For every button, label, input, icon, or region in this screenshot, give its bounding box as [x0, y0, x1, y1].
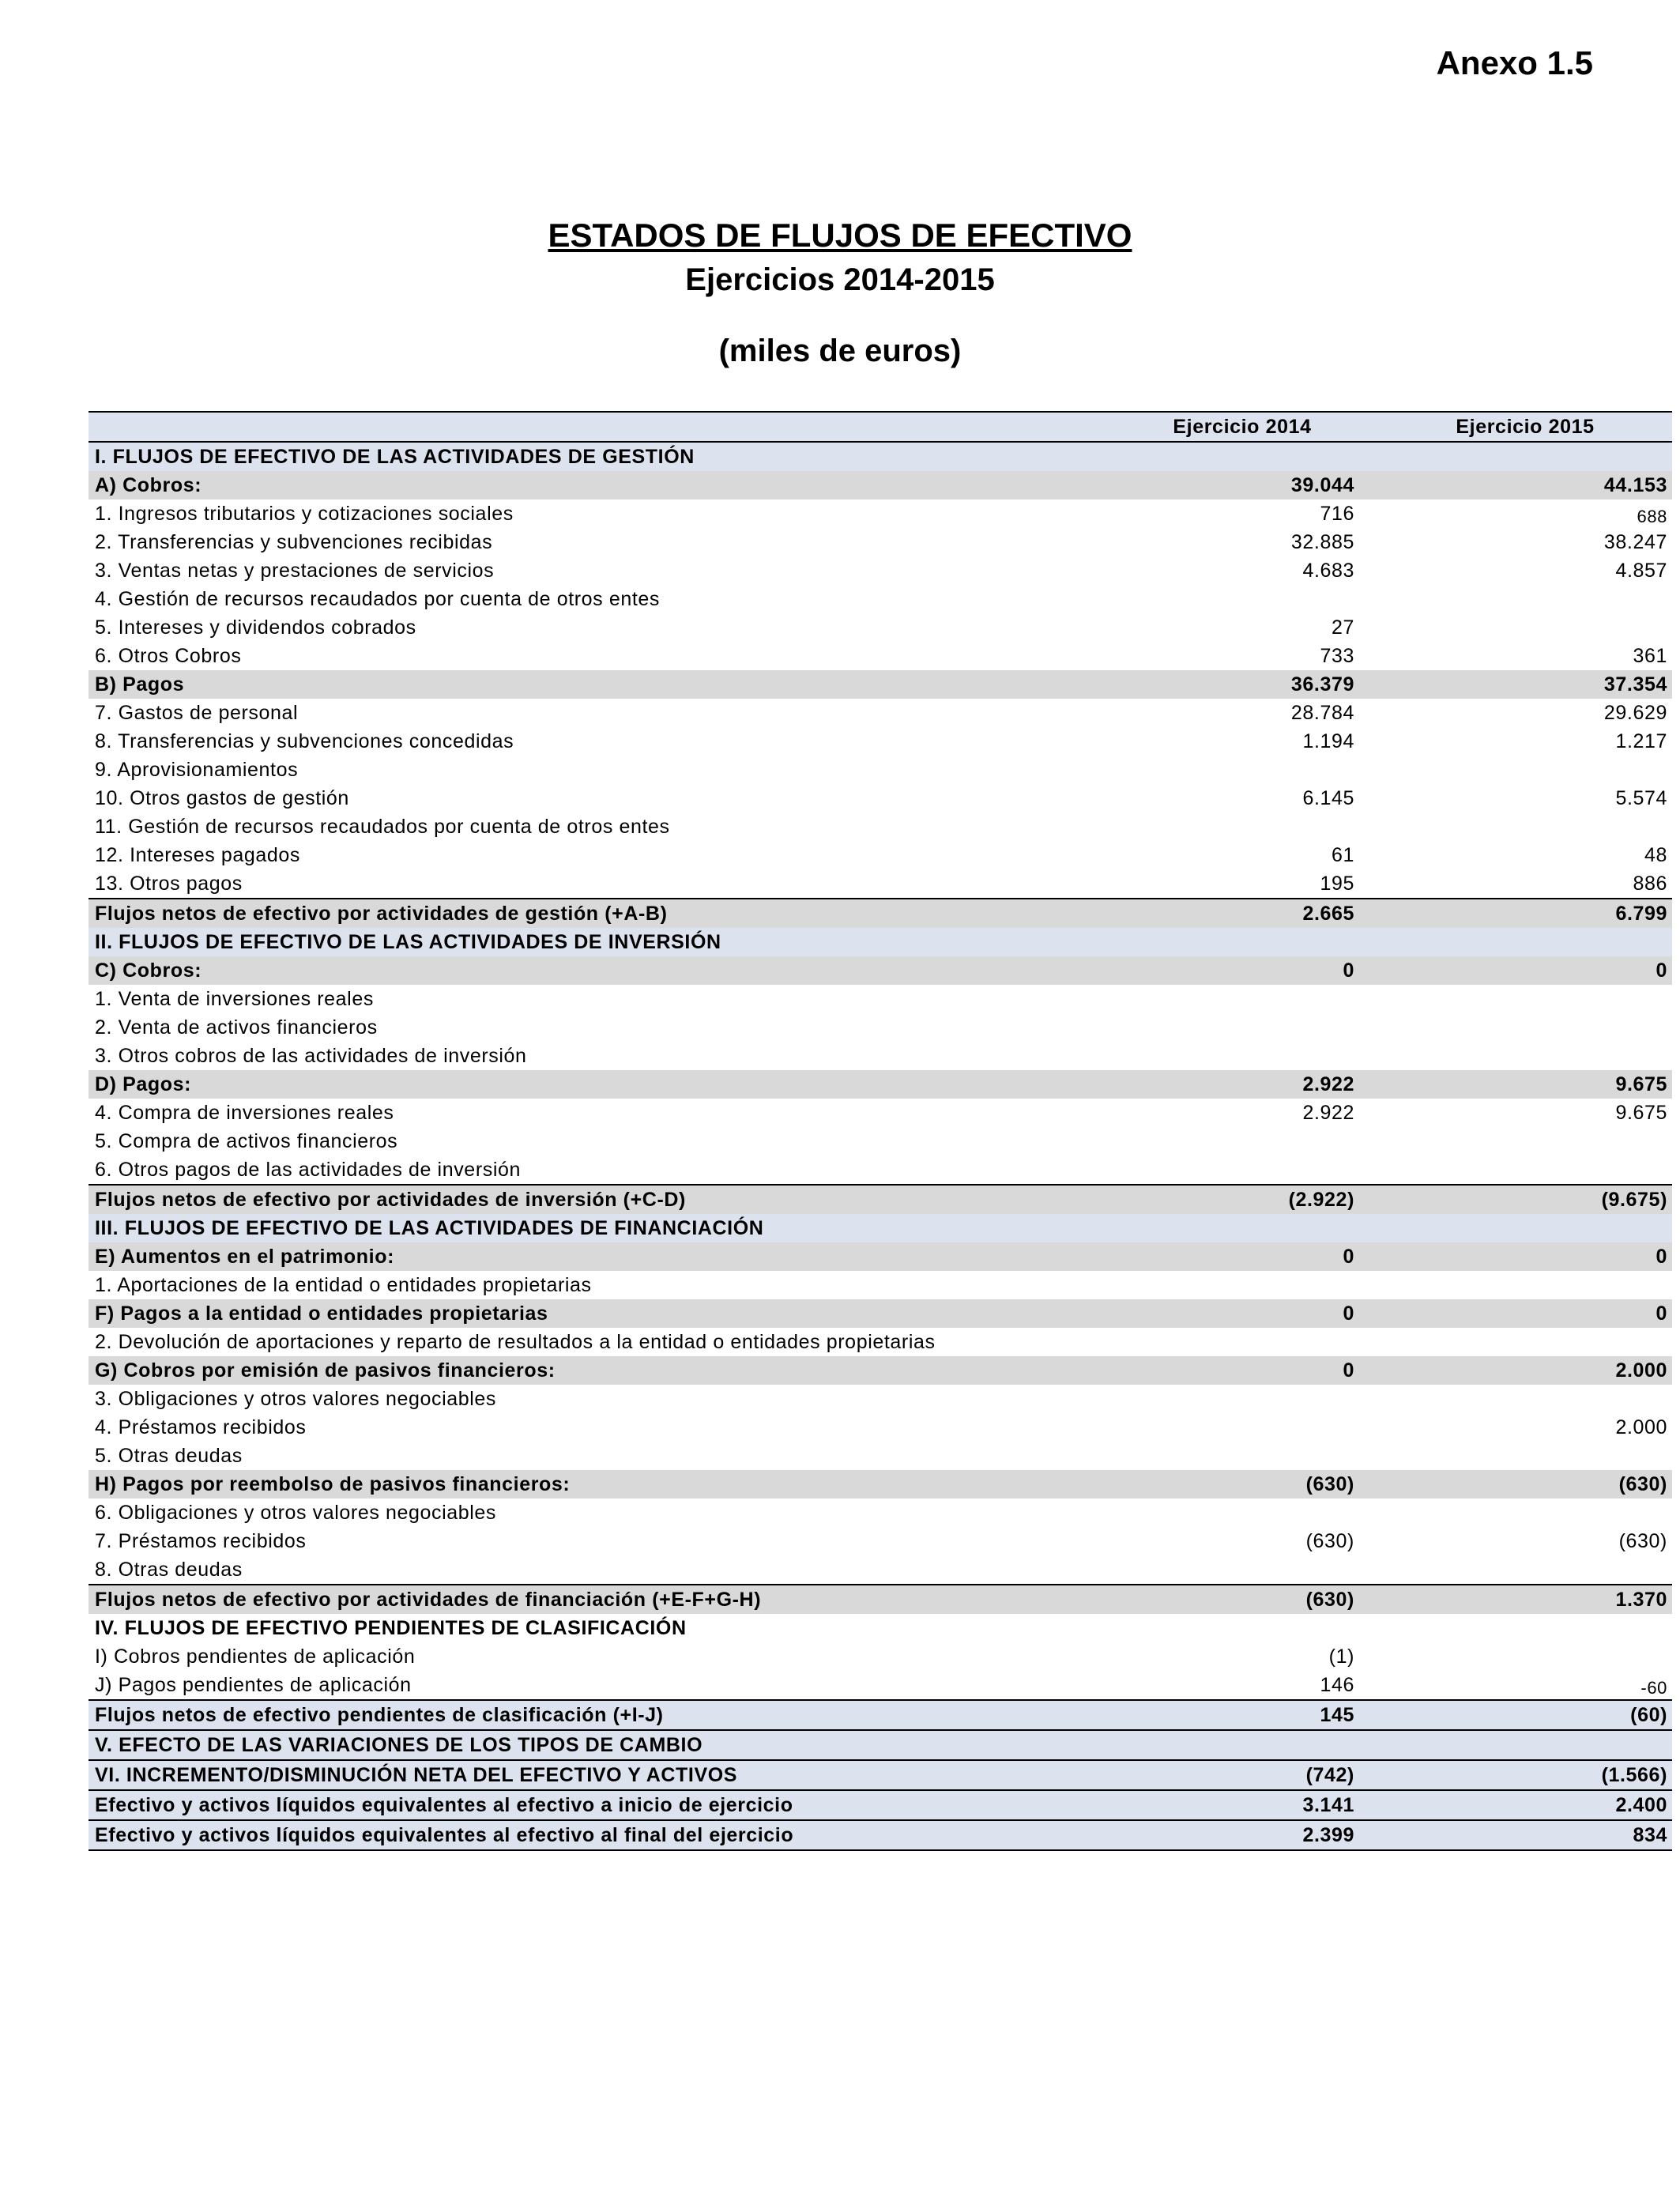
value-2015: (9.675) — [1378, 1185, 1672, 1214]
value-2015: (60) — [1378, 1700, 1672, 1730]
document-title: ESTADOS DE FLUJOS DE EFECTIVO — [548, 217, 1132, 254]
value-2015 — [1378, 1155, 1672, 1185]
value-2014: 733 — [1320, 645, 1354, 667]
header-label-cell — [89, 412, 1106, 442]
value-2014 — [1106, 756, 1378, 784]
row-label: 5. Otras deudas — [95, 1445, 243, 1467]
row-label: 12. Intereses pagados — [95, 844, 300, 866]
cash-flow-table — [89, 411, 1672, 1851]
row-label: 5. Intereses y dividendos cobrados — [95, 616, 416, 639]
value-2014 — [1106, 1442, 1378, 1470]
value-2014: 28.784 — [1290, 702, 1354, 724]
value-2015: 0 — [1378, 1242, 1672, 1271]
document-subtitle: Ejercicios 2014-2015 — [685, 262, 995, 297]
value-2015 — [1378, 1127, 1672, 1155]
value-2014 — [1106, 1413, 1378, 1442]
value-2015: 29.629 — [1603, 702, 1667, 724]
value-2014: 6.145 — [1302, 787, 1354, 809]
table-row — [89, 1555, 1672, 1585]
value-2015 — [1378, 1013, 1672, 1042]
value-2014: (2.922) — [1106, 1185, 1378, 1214]
value-2015: 38.247 — [1603, 531, 1667, 553]
row-label: 6. Obligaciones y otros valores negociables — [95, 1502, 497, 1524]
value-2015 — [1378, 1214, 1672, 1242]
table-row — [89, 1700, 1672, 1730]
value-2014: 2.665 — [1106, 899, 1378, 928]
value-2014: 146 — [1320, 1674, 1354, 1696]
value-2014: 716 — [1320, 503, 1354, 525]
value-2015 — [1378, 442, 1672, 471]
value-2015 — [1378, 1730, 1672, 1760]
value-2014 — [1106, 1555, 1378, 1585]
row-label: III. FLUJOS DE EFECTIVO DE LAS ACTIVIDADES DE FINANCIACIÓN — [89, 1214, 1106, 1242]
table-row — [89, 784, 1672, 812]
value-2015: 886 — [1633, 873, 1667, 895]
value-2014: 32.885 — [1290, 531, 1354, 553]
row-label: 2. Devolución de aportaciones y reparto de resultados a la entidad o entidades propietarias — [95, 1331, 936, 1353]
value-2014: (1) — [1328, 1646, 1354, 1668]
row-label: 7. Gastos de personal — [95, 702, 299, 724]
row-label: Efectivo y activos líquidos equivalentes al efectivo al final del ejercicio — [89, 1820, 1106, 1850]
value-2014: 2.922 — [1106, 1070, 1378, 1099]
table-row — [89, 1730, 1672, 1760]
value-2014 — [1106, 812, 1378, 841]
row-label: 11. Gestión de recursos recaudados por cuenta de otros entes — [95, 816, 670, 838]
table-row — [89, 670, 1672, 699]
value-2015 — [1378, 1555, 1672, 1585]
row-label: 3. Ventas netas y prestaciones de servicios — [95, 560, 495, 582]
value-2014: 2.399 — [1106, 1820, 1378, 1850]
value-2015: (630) — [1378, 1470, 1672, 1498]
value-2014 — [1106, 1328, 1378, 1356]
value-2014 — [1106, 1614, 1378, 1642]
row-label: B) Pagos — [89, 670, 1106, 699]
row-label: 4. Préstamos recibidos — [95, 1416, 307, 1438]
value-2014: 39.044 — [1106, 471, 1378, 499]
table-row — [89, 642, 1672, 670]
row-label: 4. Compra de inversiones reales — [95, 1102, 394, 1124]
table-row — [89, 1442, 1672, 1470]
row-label: 1. Venta de inversiones reales — [95, 988, 374, 1010]
table-row — [89, 1070, 1672, 1099]
value-2015: (630) — [1618, 1530, 1667, 1552]
table-row — [89, 613, 1672, 642]
row-label: H) Pagos por reembolso de pasivos financieros: — [89, 1470, 1106, 1498]
row-label: Flujos netos de efectivo pendientes de clasificación (+I-J) — [89, 1700, 1106, 1730]
value-2015 — [1378, 1042, 1672, 1070]
row-label: J) Pagos pendientes de aplicación — [95, 1674, 412, 1696]
value-2014: 0 — [1106, 1356, 1378, 1385]
table-row — [89, 899, 1672, 928]
value-2014 — [1106, 1042, 1378, 1070]
value-2014 — [1106, 1155, 1378, 1185]
value-2015 — [1378, 985, 1672, 1013]
table-row — [89, 1356, 1672, 1385]
row-label: V. EFECTO DE LAS VARIACIONES DE LOS TIPOS DE CAMBIO — [89, 1730, 1106, 1760]
table-row — [89, 528, 1672, 556]
value-2015: 5.574 — [1615, 787, 1667, 809]
value-2014: (742) — [1106, 1760, 1378, 1790]
value-2015: 0 — [1378, 1299, 1672, 1328]
row-label: Efectivo y activos líquidos equivalentes al efectivo a inicio de ejercicio — [89, 1790, 1106, 1820]
table-row — [89, 812, 1672, 841]
row-label: A) Cobros: — [89, 471, 1106, 499]
value-2014: (630) — [1305, 1530, 1354, 1552]
table-row — [89, 1271, 1672, 1299]
value-2015 — [1378, 812, 1672, 841]
value-2014 — [1106, 1013, 1378, 1042]
value-2014: (630) — [1106, 1470, 1378, 1498]
value-2015: 48 — [1644, 844, 1667, 866]
table-row — [89, 1820, 1672, 1850]
value-2014 — [1106, 1271, 1378, 1299]
table-row — [89, 1760, 1672, 1790]
value-2015: 1.217 — [1615, 730, 1667, 752]
table-row — [89, 1413, 1672, 1442]
value-2015: 4.857 — [1615, 560, 1667, 582]
value-2014: 0 — [1106, 956, 1378, 985]
value-2014: 145 — [1106, 1700, 1378, 1730]
value-2015 — [1378, 613, 1672, 642]
value-2014 — [1106, 1730, 1378, 1760]
table-row — [89, 1790, 1672, 1820]
value-2015 — [1378, 928, 1672, 956]
table-row — [89, 1614, 1672, 1642]
value-2014: 61 — [1331, 844, 1354, 866]
table-row — [89, 699, 1672, 727]
row-label: 3. Obligaciones y otros valores negociables — [95, 1388, 497, 1410]
value-2015: 6.799 — [1378, 899, 1672, 928]
annex-label: Anexo 1.5 — [1436, 44, 1593, 81]
table-row — [89, 928, 1672, 956]
row-label: 4. Gestión de recursos recaudados por cuenta de otros entes — [95, 588, 660, 610]
row-label: 2. Venta de activos financieros — [95, 1016, 378, 1039]
row-label: 1. Aportaciones de la entidad o entidades propietarias — [95, 1274, 592, 1296]
row-label: 5. Compra de activos financieros — [95, 1130, 398, 1152]
row-label: E) Aumentos en el patrimonio: — [89, 1242, 1106, 1271]
value-2015 — [1378, 1498, 1672, 1527]
row-label: 9. Aprovisionamientos — [95, 759, 299, 781]
value-2015: (1.566) — [1378, 1760, 1672, 1790]
value-2014 — [1106, 1385, 1378, 1413]
table-row — [89, 1013, 1672, 1042]
row-label: C) Cobros: — [89, 956, 1106, 985]
row-label: 13. Otros pagos — [95, 873, 243, 895]
value-2015: -60 — [1640, 1678, 1667, 1698]
value-2014: (630) — [1106, 1585, 1378, 1614]
table-row — [89, 1498, 1672, 1527]
table-row — [89, 556, 1672, 585]
value-2014 — [1106, 442, 1378, 471]
value-2015: 37.354 — [1378, 670, 1672, 699]
row-label: F) Pagos a la entidad o entidades propietarias — [89, 1299, 1106, 1328]
title-block — [0, 213, 1680, 373]
value-2015 — [1378, 1442, 1672, 1470]
value-2015: 2.000 — [1615, 1416, 1667, 1438]
table-row — [89, 1328, 1672, 1356]
table-row — [89, 727, 1672, 756]
value-2015 — [1378, 1328, 1672, 1356]
value-2015 — [1378, 585, 1672, 613]
value-2015: 44.153 — [1378, 471, 1672, 499]
value-2014: 0 — [1106, 1299, 1378, 1328]
units-label: (miles de euros) — [718, 334, 962, 368]
row-label: 1. Ingresos tributarios y cotizaciones sociales — [95, 503, 514, 525]
value-2015 — [1378, 756, 1672, 784]
value-2015 — [1378, 1385, 1672, 1413]
row-label: 6. Otros pagos de las actividades de inversión — [95, 1159, 522, 1181]
table-row — [89, 1214, 1672, 1242]
value-2014 — [1106, 1127, 1378, 1155]
table-row — [89, 1671, 1672, 1700]
table-row — [89, 1470, 1672, 1498]
table-row — [89, 956, 1672, 985]
row-label: 8. Transferencias y subvenciones concedidas — [95, 730, 514, 752]
row-label: Flujos netos de efectivo por actividades de gestión (+A-B) — [89, 899, 1106, 928]
table-row — [89, 1155, 1672, 1185]
row-label: 10. Otros gastos de gestión — [95, 787, 349, 809]
value-2014 — [1106, 585, 1378, 613]
value-2015 — [1378, 1614, 1672, 1642]
value-2014: 4.683 — [1302, 560, 1354, 582]
value-2014: 1.194 — [1302, 730, 1354, 752]
value-2015: 2.400 — [1378, 1790, 1672, 1820]
row-label: 7. Préstamos recibidos — [95, 1530, 307, 1552]
value-2015: 1.370 — [1378, 1585, 1672, 1614]
table-row — [89, 869, 1672, 899]
value-2015: 0 — [1378, 956, 1672, 985]
table-row — [89, 985, 1672, 1013]
value-2015 — [1378, 1271, 1672, 1299]
value-2015: 688 — [1637, 507, 1667, 526]
table-row — [89, 1385, 1672, 1413]
value-2015 — [1378, 1642, 1672, 1671]
table-row — [89, 585, 1672, 613]
row-label: Flujos netos de efectivo por actividades de financiación (+E-F+G-H) — [89, 1585, 1106, 1614]
table-header-row — [89, 412, 1672, 442]
row-label: Flujos netos de efectivo por actividades de inversión (+C-D) — [89, 1185, 1106, 1214]
row-label: 2. Transferencias y subvenciones recibidas — [95, 531, 493, 553]
table-row — [89, 1127, 1672, 1155]
row-label: II. FLUJOS DE EFECTIVO DE LAS ACTIVIDADES DE INVERSIÓN — [89, 928, 1106, 956]
column-header-2014: Ejercicio 2014 — [1106, 412, 1378, 442]
table-row — [89, 1242, 1672, 1271]
value-2014 — [1106, 928, 1378, 956]
row-label: D) Pagos: — [89, 1070, 1106, 1099]
value-2015: 9.675 — [1615, 1102, 1667, 1124]
value-2014 — [1106, 1498, 1378, 1527]
table-row — [89, 499, 1672, 528]
value-2014 — [1106, 985, 1378, 1013]
row-label: 6. Otros Cobros — [95, 645, 242, 667]
value-2014: 2.922 — [1302, 1102, 1354, 1124]
table-row — [89, 1185, 1672, 1214]
value-2014: 0 — [1106, 1242, 1378, 1271]
row-label: IV. FLUJOS DE EFECTIVO PENDIENTES DE CLASIFICACIÓN — [95, 1617, 687, 1639]
value-2015: 9.675 — [1378, 1070, 1672, 1099]
value-2014: 36.379 — [1106, 670, 1378, 699]
value-2015: 361 — [1633, 645, 1667, 667]
table-row — [89, 1585, 1672, 1614]
column-header-2015: Ejercicio 2015 — [1378, 412, 1672, 442]
table-row — [89, 1642, 1672, 1671]
table-row — [89, 841, 1672, 869]
value-2014: 27 — [1331, 616, 1354, 639]
value-2014 — [1106, 1214, 1378, 1242]
table-row — [89, 471, 1672, 499]
value-2014: 195 — [1320, 873, 1354, 895]
table-row — [89, 442, 1672, 471]
table-row — [89, 1299, 1672, 1328]
table-row — [89, 1527, 1672, 1555]
row-label: G) Cobros por emisión de pasivos financieros: — [89, 1356, 1106, 1385]
table-row — [89, 756, 1672, 784]
value-2015: 834 — [1378, 1820, 1672, 1850]
row-label: 8. Otras deudas — [95, 1559, 243, 1581]
row-label: 3. Otros cobros de las actividades de inversión — [95, 1045, 527, 1067]
value-2015: 2.000 — [1378, 1356, 1672, 1385]
table-row — [89, 1042, 1672, 1070]
table-row — [89, 1099, 1672, 1127]
row-label: I. FLUJOS DE EFECTIVO DE LAS ACTIVIDADES DE GESTIÓN — [89, 442, 1106, 471]
row-label: I) Cobros pendientes de aplicación — [95, 1646, 416, 1668]
value-2014: 3.141 — [1106, 1790, 1378, 1820]
row-label: VI. INCREMENTO/DISMINUCIÓN NETA DEL EFECTIVO Y ACTIVOS — [89, 1760, 1106, 1790]
